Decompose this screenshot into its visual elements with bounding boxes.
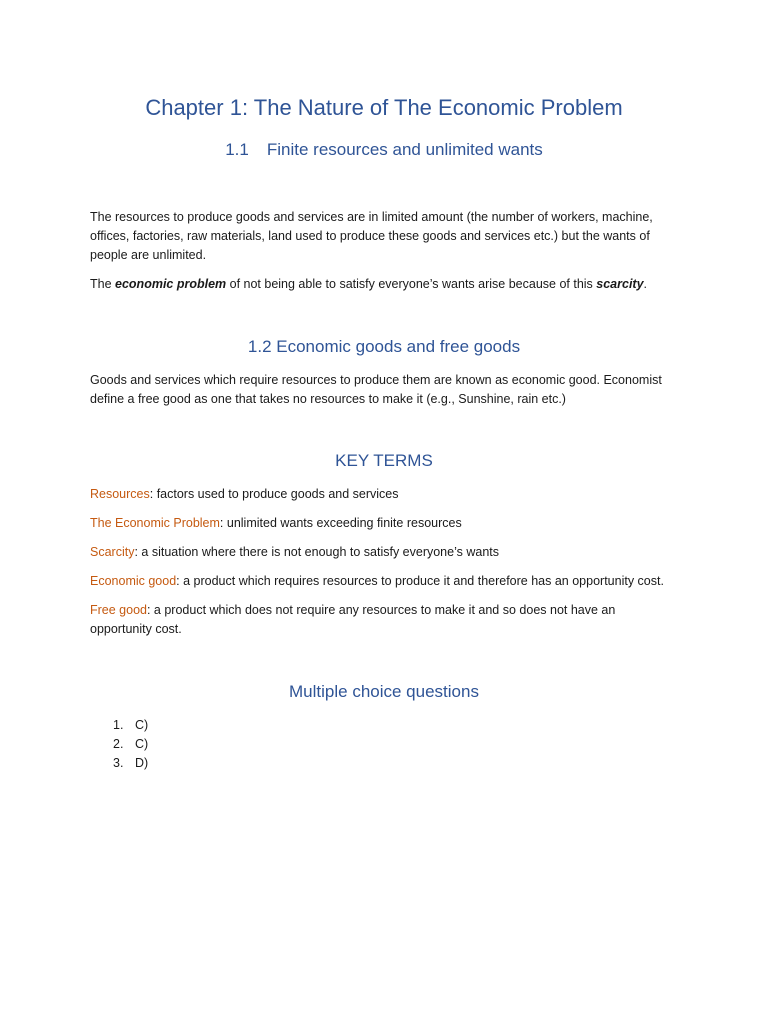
list-item-number: 2. [113,737,124,751]
key-term-economic-problem [90,514,690,533]
key-term-definition: : a situation where there is not enough to satisfy everyone’s wants [134,545,500,559]
key-term-resources [90,485,690,504]
list-item-answer: C) [135,718,149,732]
section-1-1-heading [0,139,768,161]
para2-text-pre: The [90,277,116,291]
key-term-name: The Economic Problem [90,516,220,530]
list-item [113,716,148,735]
chapter-title: Chapter 1: The Nature of The Economic Problem [145,95,623,120]
mcq-heading: Multiple choice questions [289,682,479,701]
economic-problem-emphasis: economic problem [115,277,227,291]
scarcity-emphasis: scarcity [596,277,644,291]
key-term-economic-good [90,572,700,591]
key-term-name: Scarcity [90,545,135,559]
key-term-free-good [90,601,630,639]
key-terms-heading: KEY TERMS [335,451,433,470]
list-item [113,754,148,773]
key-term-definition: : a product which requires resources to produce it and therefore has an opportunity cost. [176,574,664,588]
mcq-answer-list [113,716,148,773]
para2-text-post: . [643,277,648,291]
key-term-scarcity [90,543,690,562]
list-item-answer: C) [135,737,149,751]
section-1-2-heading: 1.2 Economic goods and free goods [247,337,521,356]
key-term-definition: : unlimited wants exceeding finite resources [219,516,462,530]
key-term-definition: : a product which does not require any resources to make it and so does not have an opportunity cost. [90,603,616,636]
list-item [113,735,148,754]
para2-text-mid: of not being able to satisfy everyone’s wants arise because of this [226,277,597,291]
section-1-1-title: Finite resources and unlimited wants [266,140,543,159]
list-item-number: 1. [113,718,124,732]
list-item-answer: D) [135,756,149,770]
key-term-definition: : factors used to produce goods and services [149,487,399,501]
section-1-2-paragraph: Goods and services which require resources to produce them are known as economic good. Economist define a free good as one that takes no resources to make it (e.g., Sunshine, rain etc.) [90,373,662,406]
key-term-name: Free good [90,603,147,617]
section-1-1-paragraph-2 [90,275,690,294]
section-1-1-number: 1.1 [225,140,249,159]
key-term-name: Resources [90,487,150,501]
key-term-name: Economic good [90,574,177,588]
section-1-1-paragraph-1: The resources to produce goods and services are in limited amount (the number of workers, machine, offices, factories, raw materials, land used to produce these goods and services etc.) but the wants of people are unlimited. [90,210,653,262]
list-item-number: 3. [113,756,124,770]
